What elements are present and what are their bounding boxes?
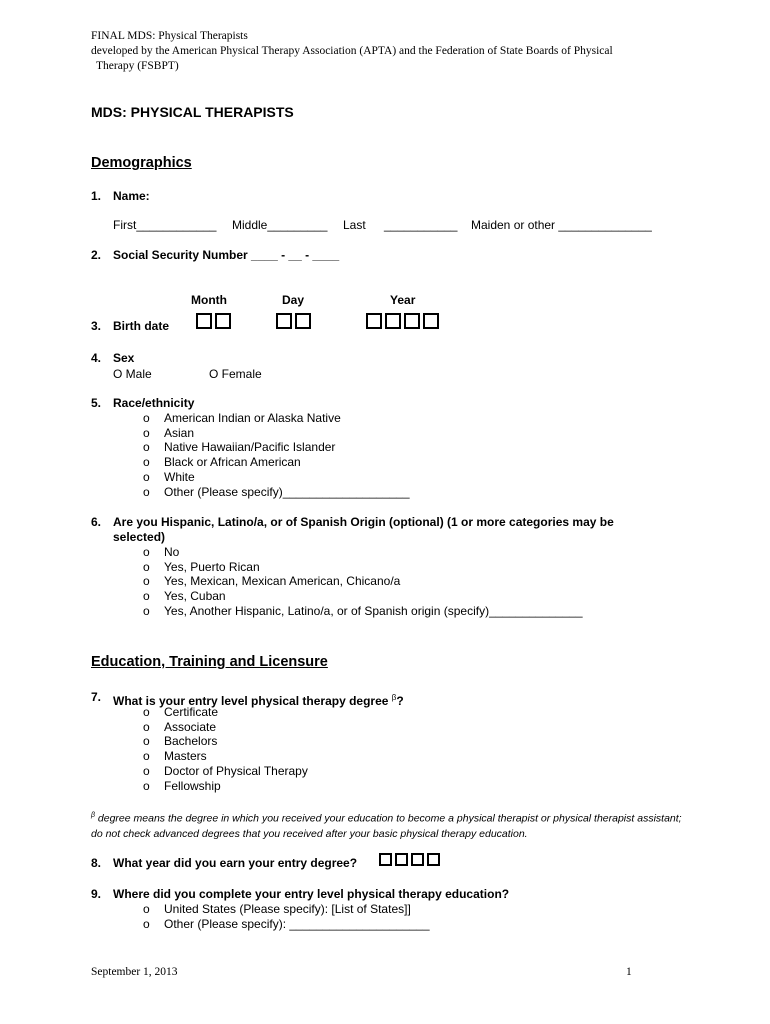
header-line-3: Therapy (FSBPT): [96, 60, 179, 72]
question-number: 1.: [91, 189, 102, 203]
digit-box[interactable]: [366, 313, 382, 329]
name-maiden-field[interactable]: Maiden or other ______________: [471, 218, 652, 232]
digit-box[interactable]: [404, 313, 420, 329]
option-bullet: o: [143, 545, 150, 559]
footer-date: September 1, 2013: [91, 966, 178, 978]
degree-footnote: [91, 808, 691, 842]
document-header: [91, 29, 691, 74]
option-bullet: o: [143, 455, 150, 470]
option-bullet: o: [143, 916, 150, 931]
option-bullet: o: [143, 763, 150, 778]
option-item[interactable]: o Masters: [143, 749, 207, 764]
option-bullet: o: [143, 734, 150, 749]
ssn-field[interactable]: Social Security Number ____ - __ - ____: [113, 248, 340, 262]
question-number: 7.: [91, 690, 102, 704]
option-bullet: o: [143, 603, 150, 618]
header-line-1: FINAL MDS: Physical Therapists: [91, 30, 248, 42]
question-label: Race/ethnicity: [113, 396, 195, 410]
option-bullet: o: [143, 574, 150, 589]
digit-box[interactable]: [423, 313, 439, 329]
hispanic-options: [143, 545, 583, 619]
digit-box[interactable]: [395, 853, 408, 866]
option-item[interactable]: o Associate: [143, 719, 217, 734]
option-item[interactable]: o Yes, Cuban: [143, 589, 226, 604]
digit-box[interactable]: [295, 313, 311, 329]
option-bullet: o: [143, 559, 150, 574]
name-last-field[interactable]: ___________: [384, 218, 458, 232]
question-label: Birth date: [113, 319, 170, 333]
name-middle-field[interactable]: Middle_________: [232, 218, 328, 232]
section-education: Education, Training and Licensure: [91, 654, 328, 670]
question-number: 3.: [91, 319, 102, 333]
page-title: MDS: PHYSICAL THERAPISTS: [91, 104, 294, 120]
birth-month-label: Month: [191, 293, 227, 307]
question-label: Are you Hispanic, Latino/a, or of Spanish Origin (optional) (1 or more categories may be: [113, 515, 614, 529]
option-item[interactable]: o Asian: [143, 425, 195, 440]
option-item[interactable]: o Certificate: [143, 705, 219, 719]
beta-footnote-marker: β: [391, 693, 397, 702]
option-bullet: o: [143, 425, 150, 440]
education-location-options: [143, 902, 430, 931]
digit-box[interactable]: [196, 313, 212, 329]
option-item[interactable]: o Yes, Mexican, Mexican American, Chicano/a: [143, 574, 401, 589]
birth-day-label: Day: [282, 293, 305, 307]
race-options: [143, 411, 410, 499]
section-demographics: Demographics: [91, 155, 192, 171]
sex-male-option[interactable]: O Male: [113, 367, 152, 381]
digit-box[interactable]: [427, 853, 440, 866]
birth-year-label: Year: [390, 293, 416, 307]
option-item[interactable]: o Doctor of Physical Therapy: [143, 763, 308, 778]
birth-year-boxes: [366, 313, 439, 329]
option-item[interactable]: o Other (Please specify)___________________: [143, 484, 410, 499]
question-number: 5.: [91, 396, 102, 410]
option-bullet: o: [143, 484, 150, 499]
question-label: What is your entry level physical therapy degree: [113, 694, 389, 708]
page-number: 1: [626, 966, 632, 978]
option-item[interactable]: o Bachelors: [143, 734, 218, 749]
question-number: 4.: [91, 351, 102, 365]
degree-options: [143, 705, 308, 793]
option-bullet: o: [143, 440, 150, 455]
option-item[interactable]: o American Indian or Alaska Native: [143, 411, 341, 425]
question-label: Where did you complete your entry level physical therapy education?: [113, 887, 510, 901]
option-item[interactable]: o Fellowship: [143, 778, 221, 793]
option-bullet: o: [143, 411, 150, 425]
name-first-field[interactable]: First____________: [113, 218, 217, 232]
option-item[interactable]: o Yes, Another Hispanic, Latino/a, or of Spanish origin (specify)______________: [143, 603, 583, 618]
beta-symbol: β: [91, 812, 95, 819]
option-bullet: o: [143, 589, 150, 604]
entry-year-boxes: [379, 853, 440, 866]
question-number: 9.: [91, 887, 102, 901]
birth-month-boxes: [196, 313, 231, 329]
option-item[interactable]: o Other (Please specify): _____________________: [143, 916, 430, 931]
option-item[interactable]: o White: [143, 469, 195, 484]
option-item[interactable]: o United States (Please specify): [List of States]]: [143, 902, 411, 916]
name-last-label: Last: [343, 218, 366, 232]
option-bullet: o: [143, 778, 150, 793]
digit-box[interactable]: [276, 313, 292, 329]
sex-female-option[interactable]: O Female: [209, 367, 262, 381]
option-item[interactable]: o No: [143, 545, 180, 559]
question-label-continued: selected): [113, 530, 166, 544]
question-mark: ?: [396, 694, 404, 708]
question-label: Name:: [113, 189, 150, 203]
option-item[interactable]: o Yes, Puerto Rican: [143, 559, 260, 574]
question-label: What year did you earn your entry degree?: [113, 856, 358, 870]
header-line-2: developed by the American Physical Therapy Association (APTA) and the Federation of State Boards of Physical: [91, 45, 613, 57]
question-number: 2.: [91, 248, 102, 262]
birth-day-boxes: [276, 313, 311, 329]
option-bullet: o: [143, 749, 150, 764]
option-bullet: o: [143, 902, 150, 916]
footnote-text: degree means the degree in which you received your education to become a physical therapist or physical therapist assistant; do not check advanced degrees that you received after your basic physical therapy education.: [91, 812, 682, 840]
question-number: 8.: [91, 856, 102, 870]
digit-box[interactable]: [385, 313, 401, 329]
option-bullet: o: [143, 705, 150, 719]
digit-box[interactable]: [411, 853, 424, 866]
option-bullet: o: [143, 719, 150, 734]
option-bullet: o: [143, 469, 150, 484]
question-number: 6.: [91, 515, 102, 529]
option-item[interactable]: o Native Hawaiian/Pacific Islander: [143, 440, 336, 455]
question-label: Sex: [113, 351, 135, 365]
option-item[interactable]: o Black or African American: [143, 455, 301, 470]
digit-box[interactable]: [379, 853, 392, 866]
digit-box[interactable]: [215, 313, 231, 329]
